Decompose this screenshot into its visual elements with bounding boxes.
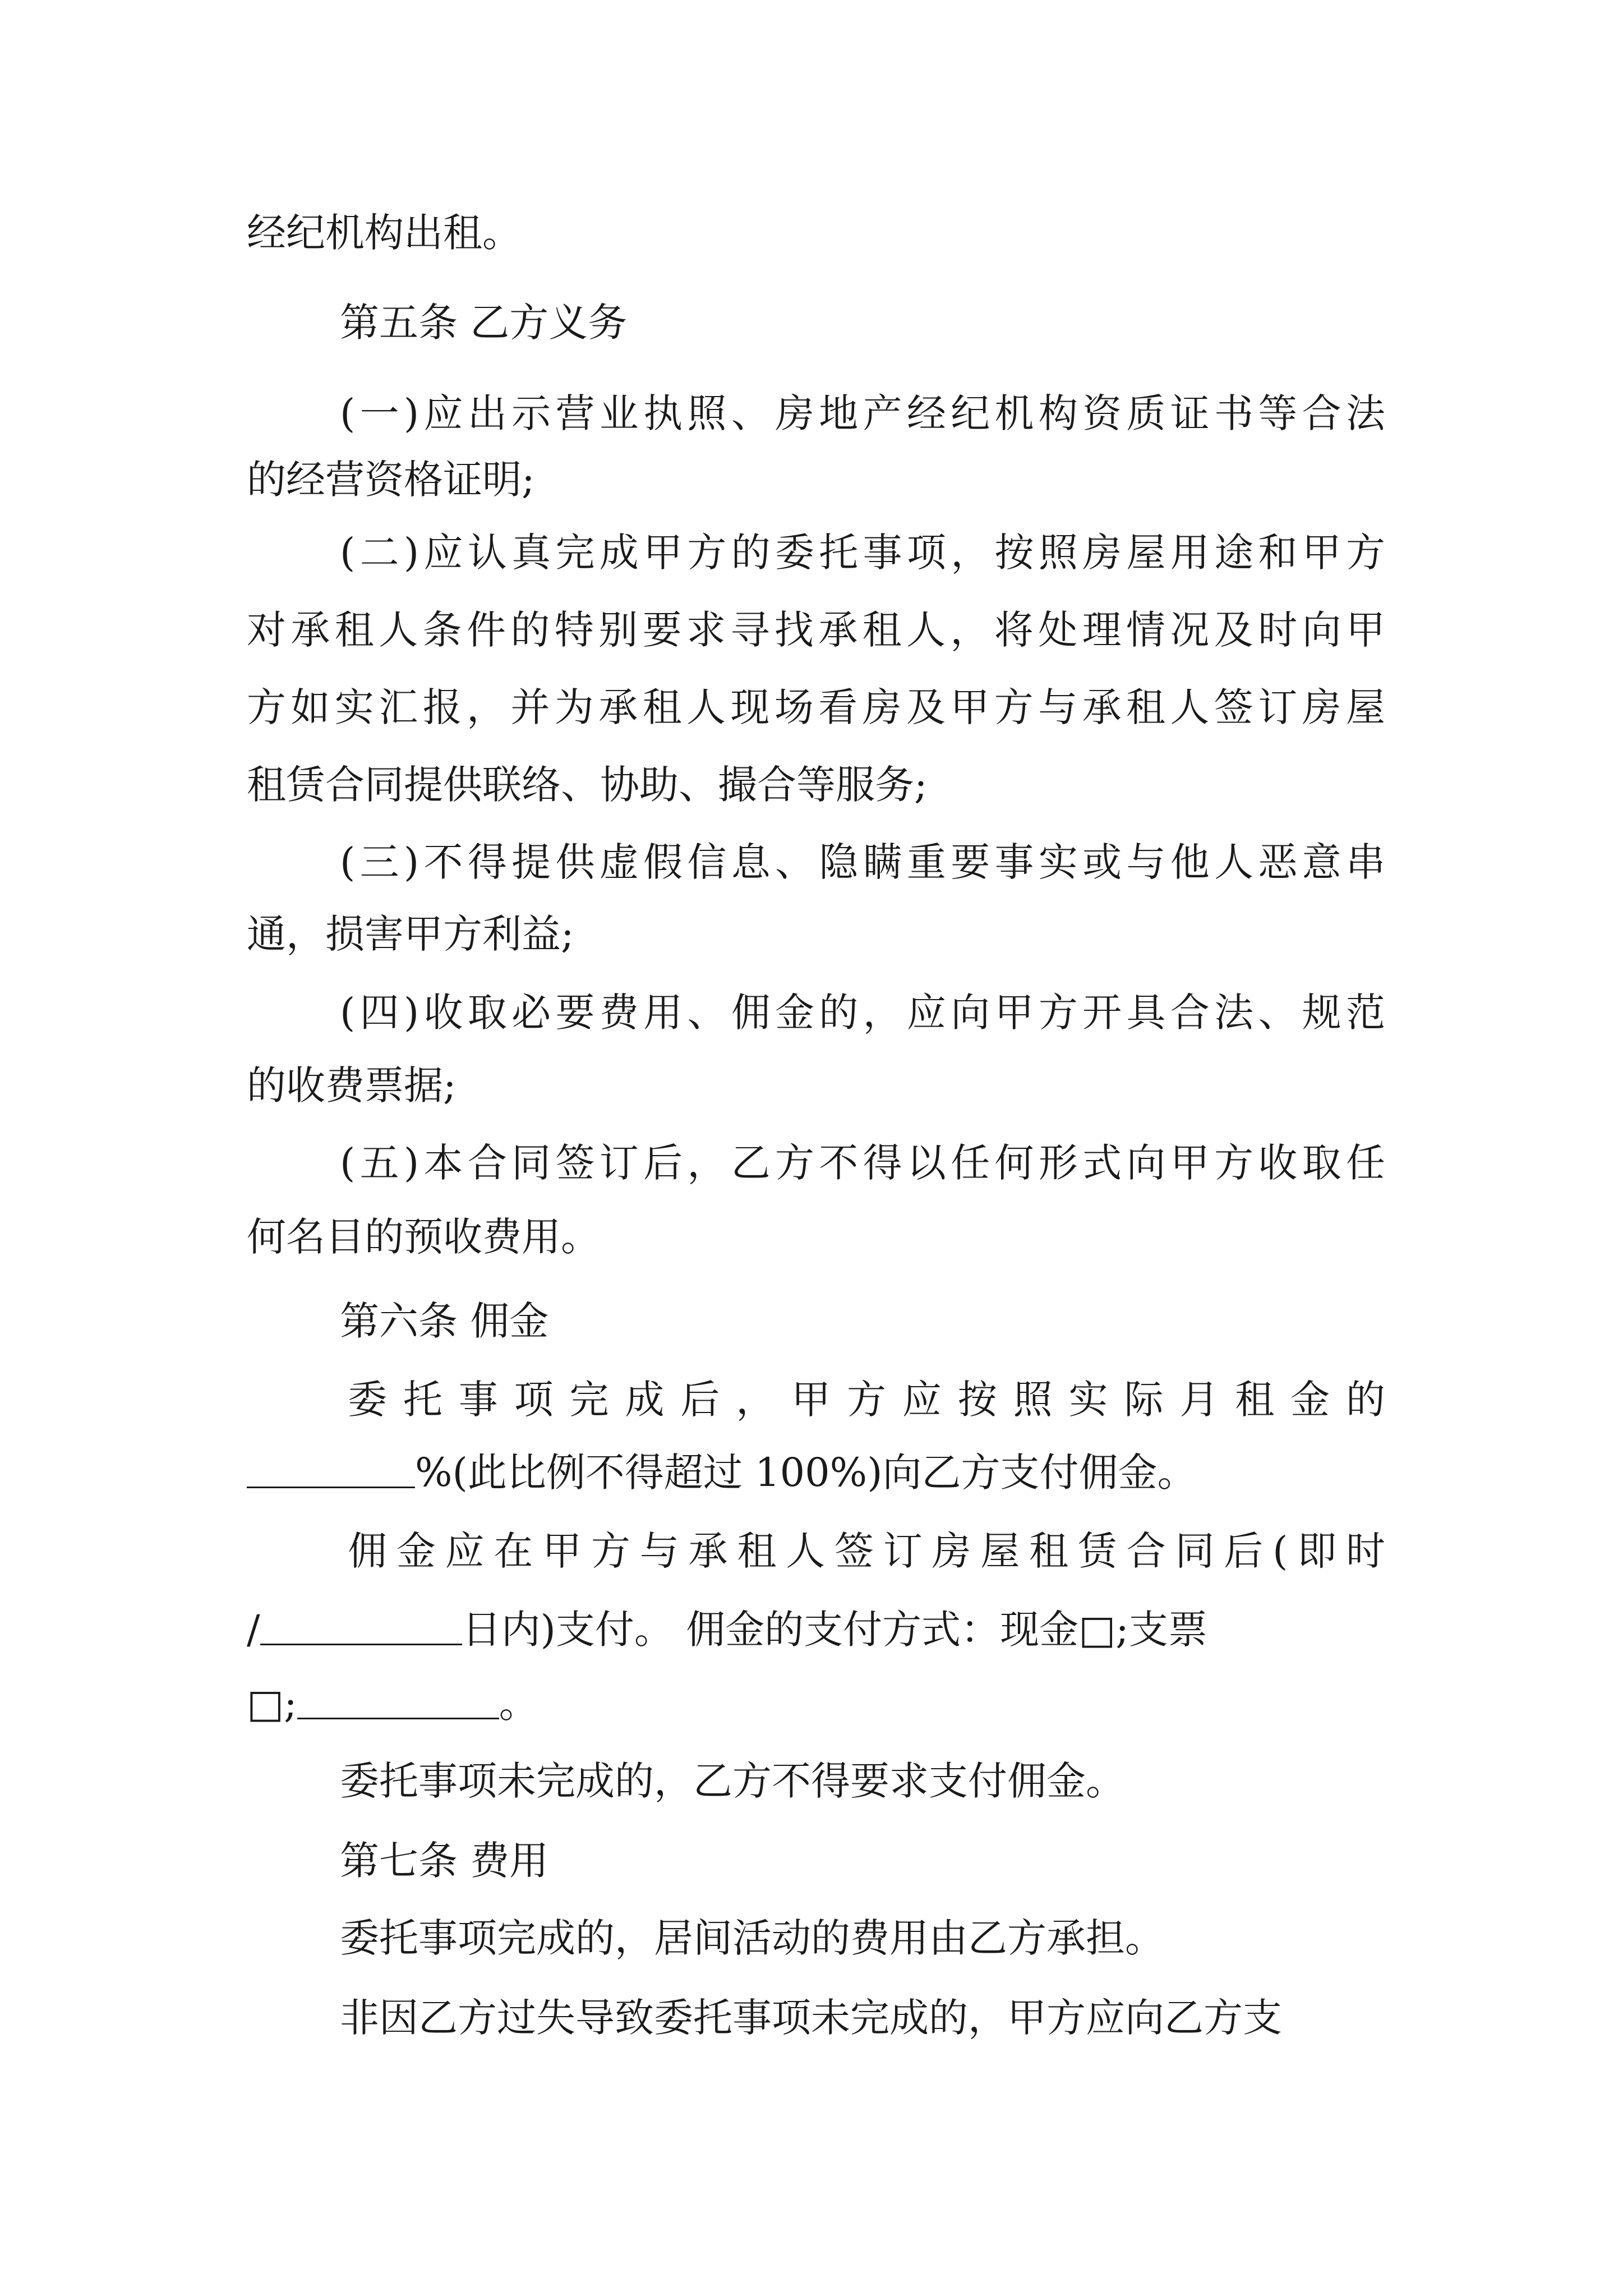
text-line bbox=[247, 1599, 1385, 1660]
text-fragment: 。 bbox=[499, 1681, 538, 1727]
blank-payment-method-field[interactable] bbox=[297, 1678, 499, 1719]
text-fragment: □; bbox=[247, 1681, 297, 1727]
text-line: (四)收取必要费用、佣金的，应向甲方开具合法、规范 bbox=[340, 990, 1385, 1036]
text-line: 委托事项完成的，居间活动的费用由乙方承担。 bbox=[340, 1915, 1164, 1961]
text-line: 对承租人条件的特别要求寻找承租人，将处理情况及时向甲 bbox=[247, 607, 1385, 653]
text-line: 佣金应在甲方与承租人签订房屋租赁合同后(即时 bbox=[348, 1528, 1385, 1574]
text-line: (二)应认真完成甲方的委托事项，按照房屋用途和甲方 bbox=[340, 530, 1385, 576]
text-line: (三)不得提供虚假信息、隐瞒重要事实或与他人恶意串 bbox=[340, 839, 1385, 885]
text-line: (五)本合同签订后，乙方不得以任何形式向甲方收取任 bbox=[340, 1140, 1385, 1186]
article-heading: 第七条 费用 bbox=[340, 1838, 549, 1884]
text-line: (一)应出示营业执照、房地产经纪机构资质证书等合法 bbox=[340, 390, 1385, 436]
blank-days-field[interactable] bbox=[260, 1604, 462, 1645]
article-heading: 第五条 乙方义务 bbox=[340, 300, 628, 346]
text-line: 的经营资格证明; bbox=[247, 457, 535, 503]
text-line: 非因乙方过失导致委托事项未完成的，甲方应向乙方支 bbox=[340, 1995, 1282, 2041]
text-line: 通，损害甲方利益; bbox=[247, 911, 574, 957]
text-line: 经纪机构出租。 bbox=[247, 210, 522, 256]
text-fragment: %(此比例不得超过 100%)向乙方支付佣金。 bbox=[415, 1450, 1197, 1496]
text-fragment: / bbox=[247, 1607, 260, 1653]
text-line: 租赁合同提供联络、协助、撮合等服务; bbox=[247, 762, 928, 808]
text-fragment: 日内)支付。 佣金的支付方式：现金□;支票 bbox=[462, 1607, 1207, 1653]
blank-percentage-field[interactable] bbox=[247, 1447, 415, 1488]
text-line bbox=[247, 1442, 1385, 1503]
text-line: 的收费票据; bbox=[247, 1062, 457, 1108]
article-heading: 第六条 佣金 bbox=[340, 1298, 549, 1344]
text-line: 方如实汇报，并为承租人现场看房及甲方与承租人签订房屋 bbox=[247, 684, 1385, 730]
text-line: 委托事项完成后，甲方应按照实际月租金的 bbox=[348, 1377, 1385, 1423]
text-line: 何名目的预收费用。 bbox=[247, 1214, 600, 1260]
text-line bbox=[247, 1673, 1385, 1734]
text-line: 委托事项未完成的，乙方不得要求支付佣金。 bbox=[340, 1758, 1125, 1804]
